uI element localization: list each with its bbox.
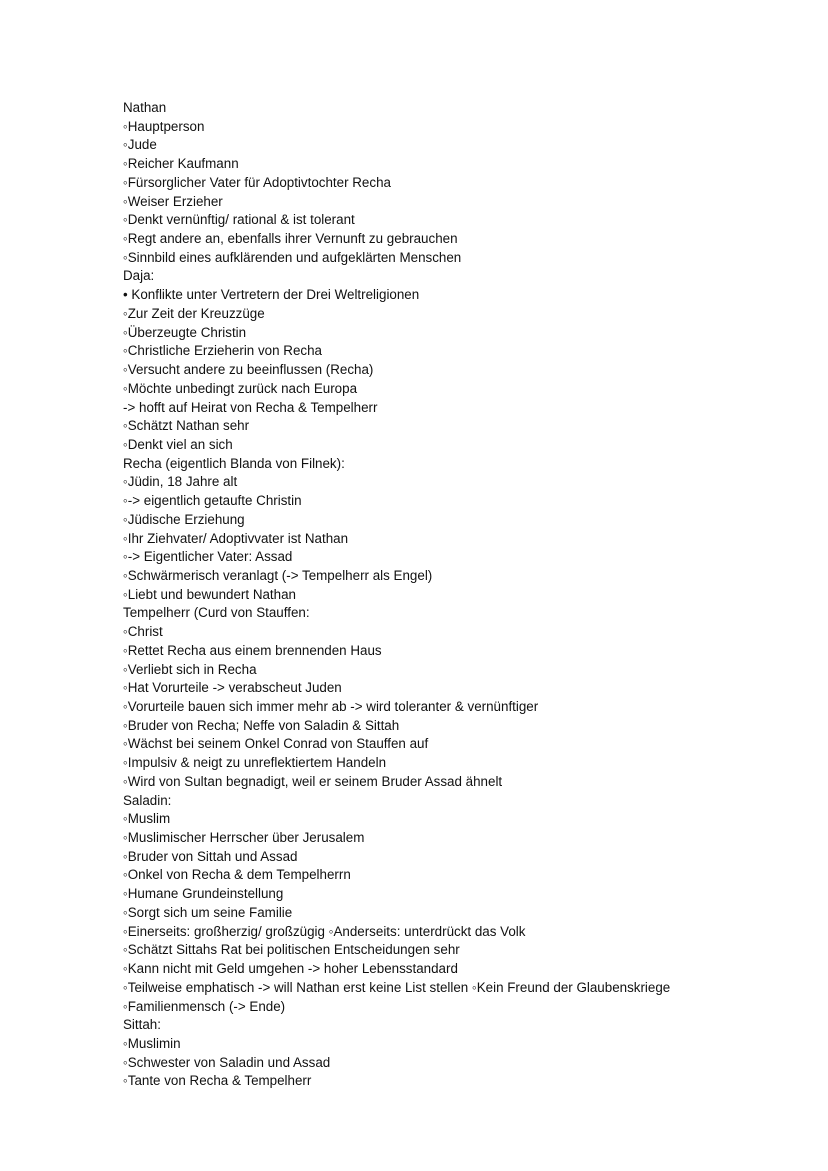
text-line: ◦Fürsorglicher Vater für Adoptivtochter Recha [123,174,391,190]
text-line: Recha (eigentlich Blanda von Filnek): [123,455,345,471]
text-line: Tempelherr (Curd von Stauffen: [123,605,310,621]
text-line: ◦Jüdin, 18 Jahre alt [123,474,238,490]
text-line: ◦Christ [123,624,163,640]
text-line: ◦Verliebt sich in Recha [123,661,257,677]
text-line: ◦Reicher Kaufmann [123,156,239,172]
text-line: Sittah: [123,1017,161,1033]
text-line: ◦-> eigentlich getaufte Christin [123,493,302,509]
text-line: ◦Schätzt Sittahs Rat bei politischen Entscheidungen sehr [123,942,460,958]
text-line: ◦Onkel von Recha & dem Tempelherrn [123,867,351,883]
text-line: ◦Muslimin [123,1035,181,1051]
text-line: ◦Bruder von Sittah und Assad [123,848,298,864]
text-line: ◦Muslimischer Herrscher über Jerusalem [123,830,365,846]
text-line: ◦Impulsiv & neigt zu unreflektiertem Handeln [123,755,387,771]
text-line: ◦Jude [123,137,157,153]
text-line: ◦Schwester von Saladin und Assad [123,1054,331,1070]
text-line: ◦Christliche Erzieherin von Recha [123,343,322,359]
text-line: ◦Bruder von Recha; Neffe von Saladin & Sittah [123,717,400,733]
text-line: ◦Muslim [123,811,171,827]
text-line: ◦Hauptperson [123,118,205,134]
text-line: ◦Sinnbild eines aufklärenden und aufgeklärten Menschen [123,249,462,265]
text-line: ◦Weiser Erzieher [123,193,223,209]
text-line: ◦Denkt viel an sich [123,436,233,452]
text-line: ◦Zur Zeit der Kreuzzüge [123,305,265,321]
text-line: • Konflikte unter Vertretern der Drei Weltreligionen [123,287,420,303]
text-line: ◦Familienmensch (-> Ende) [123,998,286,1014]
text-line: Daja: [123,268,155,284]
text-line: ◦Regt andere an, ebenfalls ihrer Vernunft zu gebrauchen [123,231,458,247]
text-line: ◦Denkt vernünftig/ rational & ist tolerant [123,212,355,228]
text-line: ◦Hat Vorurteile -> verabscheut Juden [123,680,342,696]
text-line: ◦Versucht andere zu beeinflussen (Recha) [123,362,374,378]
text-line: ◦Liebt und bewundert Nathan [123,586,296,602]
text-line: Nathan [123,100,167,115]
text-line: ◦Schätzt Nathan sehr [123,418,250,434]
text-line: -> hofft auf Heirat von Recha & Tempelherr [123,399,378,415]
text-line: ◦-> Eigentlicher Vater: Assad [123,549,293,565]
text-line: ◦Wird von Sultan begnadigt, weil er seinem Bruder Assad ähnelt [123,773,503,789]
text-line: ◦Schwärmerisch veranlagt (-> Tempelherr als Engel) [123,567,433,583]
text-line: ◦Tante von Recha & Tempelherr [123,1073,312,1089]
text-line: ◦Humane Grundeinstellung [123,886,284,902]
text-line: ◦Einerseits: großherzig/ großzügig ◦Anderseits: unterdrückt das Volk [123,923,526,939]
text-line: ◦Vorurteile bauen sich immer mehr ab -> wird toleranter & vernünftiger [123,699,539,714]
text-line: ◦Jüdische Erziehung [123,511,245,527]
text-line: ◦Möchte unbedingt zurück nach Europa [123,380,358,396]
text-line: ◦Ihr Ziehvater/ Adoptivvater ist Nathan [123,530,349,546]
text-line: ◦Überzeugte Christin [123,324,247,340]
text-line: ◦Sorgt sich um seine Familie [123,904,293,920]
character-notes [123,99,803,1091]
text-line: ◦Wächst bei seinem Onkel Conrad von Stauffen auf [123,736,429,752]
text-line: ◦Kann nicht mit Geld umgehen -> hoher Lebensstandard [123,961,458,977]
text-line: ◦Rettet Recha aus einem brennenden Haus [123,642,382,658]
text-line: Saladin: [123,792,172,808]
text-line: ◦Teilweise emphatisch -> will Nathan erst keine List stellen ◦Kein Freund der Glaubenskriege [123,979,671,995]
